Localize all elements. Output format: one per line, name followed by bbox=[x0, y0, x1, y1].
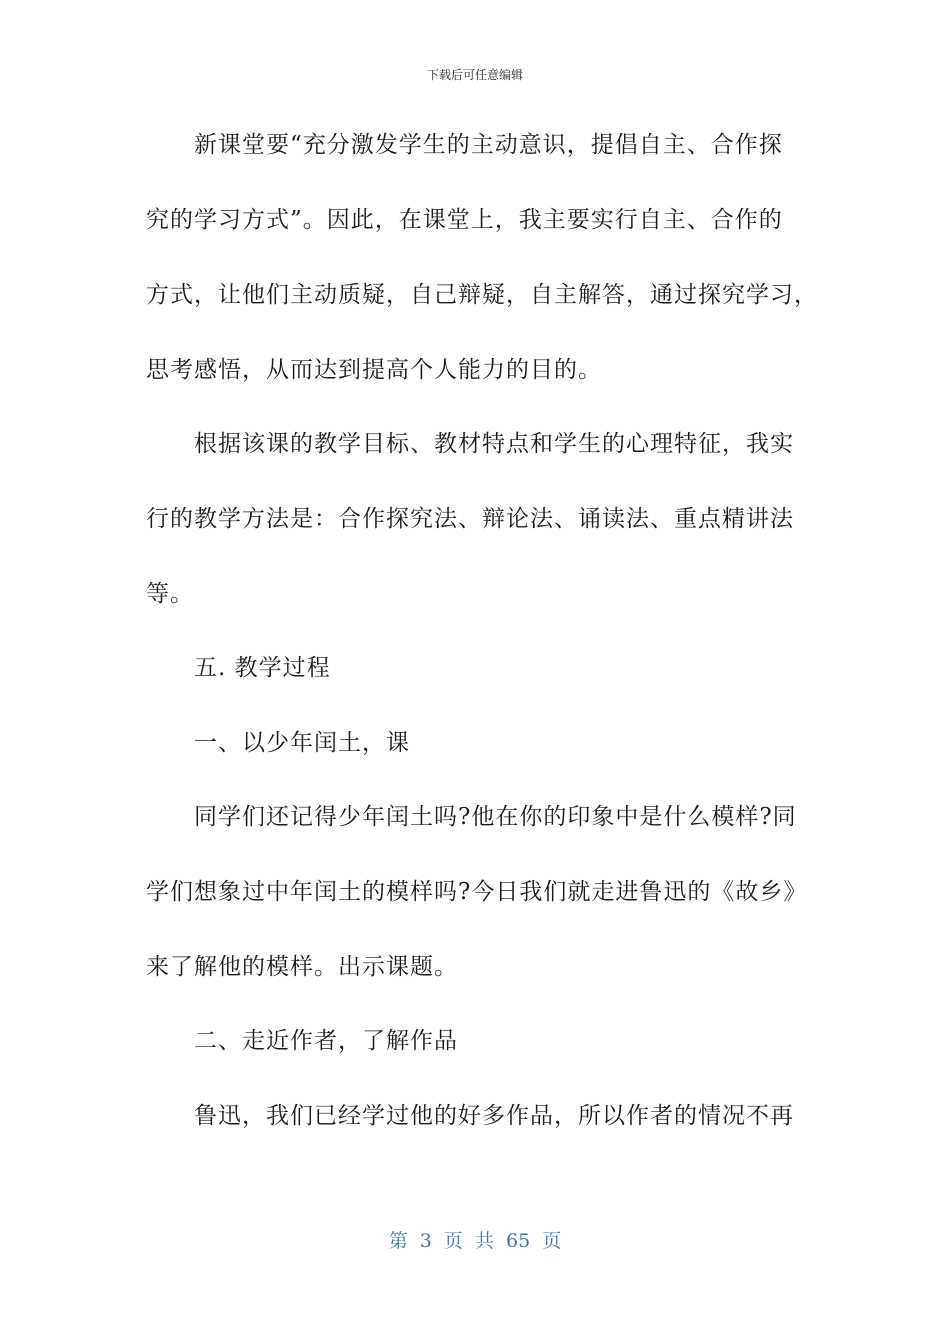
section-heading: 五. 教学过程 bbox=[194, 655, 331, 681]
header-note: 下载后可任意编辑 bbox=[426, 68, 523, 82]
paragraph-line: 根据该课的教学目标、教材特点和学生的心理特征，我实 bbox=[194, 431, 794, 457]
step-heading: 二、走近作者，了解作品 bbox=[194, 1028, 458, 1054]
paragraph-line: 方式，让他们主动质疑，自己辩疑，自主解答，通过探究学习， bbox=[146, 282, 818, 308]
paragraph-line: 新课堂要“充分激发学生的主动意识，提倡自主、合作探 bbox=[194, 132, 783, 158]
paragraph-line: 等。 bbox=[146, 581, 194, 607]
paragraph-line: 究的学习方式”。因此，在课堂上，我主要实行自主、合作的 bbox=[146, 207, 783, 233]
paragraph-line: 行的教学方法是：合作探究法、辩论法、诵读法、重点精讲法 bbox=[146, 506, 794, 532]
paragraph-line: 思考感悟，从而达到提高个人能力的目的。 bbox=[146, 357, 602, 383]
step-heading: 一、以少年闰土，课 bbox=[194, 730, 410, 756]
paragraph-line: 来了解他的模样。出示课题。 bbox=[146, 954, 458, 980]
paragraph-line: 同学们还记得少年闰土吗?他在你的印象中是什么模样?同 bbox=[194, 804, 797, 830]
paragraph-line: 鲁迅，我们已经学过他的好多作品，所以作者的情况不再 bbox=[194, 1103, 794, 1129]
page-footer: 第 3 页 共 65 页 bbox=[388, 1230, 562, 1252]
paragraph-line: 学们想象过中年闰土的模样吗?今日我们就走进鲁迅的《故乡》 bbox=[146, 879, 808, 905]
